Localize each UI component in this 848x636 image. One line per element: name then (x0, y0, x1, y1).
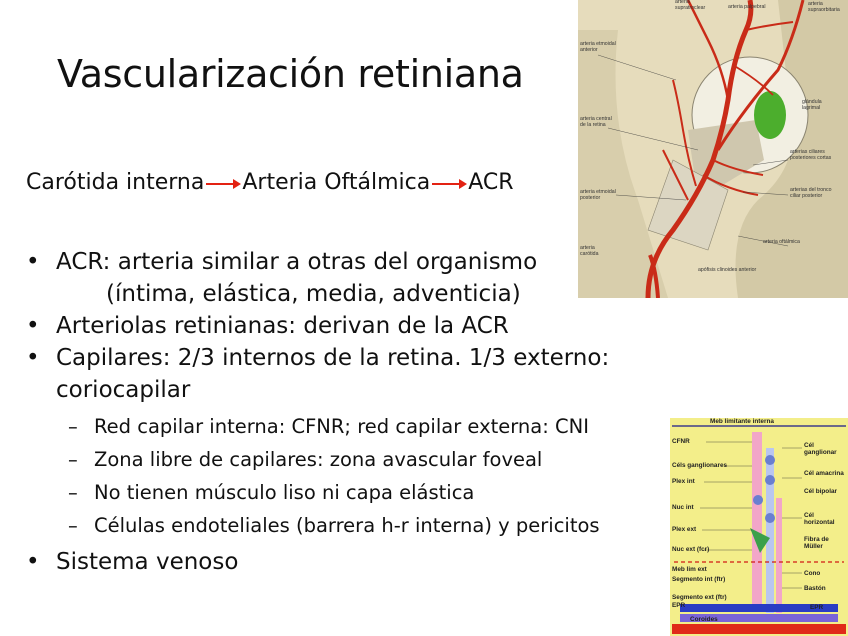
label-segmento-int: Segmento int (ftr) (672, 576, 726, 583)
label-supratroclear: arteria supratroclear (675, 0, 706, 11)
red-arrow-icon (431, 176, 467, 190)
flow-ophthalmic: Arteria Oftálmica (242, 170, 431, 195)
sub-bullet: – Red capilar interna: CFNR; red capilar externa: CNI (56, 410, 744, 443)
label-meb-limitante-interna: Meb limitante interna (710, 418, 774, 425)
sub-bullet: – Células endoteliales (barrera h-r interna) y pericitos (56, 509, 744, 542)
label-plex-int: Plex int (672, 478, 695, 485)
label-meb-lim-ext: Meb lim ext (672, 566, 707, 573)
label-cel-bipolar: Cél bipolar (804, 488, 838, 495)
bullet-venous-text: Sistema venoso (56, 549, 239, 575)
flow-acr: ACR (468, 170, 514, 195)
bullet-acr-line1: ACR: arteria similar a otras del organismo (56, 249, 538, 275)
label-cel-amacrina: Cél amacrina (804, 470, 844, 477)
bullet-capillaries (24, 342, 744, 542)
label-segmento-ext: Segmento ext (ftr) (672, 594, 727, 601)
bullet-capillaries-text: Capilares: 2/3 internos de la retina. 1/3 externo: coriocapilar (56, 345, 610, 403)
label-coroides: Coroides (690, 616, 718, 623)
label-celulas-ganglionares: Céls ganglionares (672, 462, 728, 469)
label-tronco-ciliar: arterias del tronco ciliar posterior (790, 187, 832, 199)
label-plex-ext: Plex ext (672, 526, 697, 533)
retina-layers-illustration (670, 418, 848, 636)
label-supraorbitaria: arteria supraorbitaria (808, 1, 840, 13)
label-epr-left: EPR (672, 602, 686, 609)
label-cono: Cono (804, 570, 821, 577)
label-epr-right: EPR (810, 604, 824, 611)
label-cel-ganglionar: Cél ganglionar (804, 442, 837, 456)
label-nuc-int: Nuc int (672, 504, 694, 511)
label-cel-horizontal: Cél horizontal (804, 512, 835, 526)
bullet-arterioles (24, 310, 744, 342)
bullet-arterioles-text: Arteriolas retinianas: derivan de la ACR (56, 313, 509, 339)
label-etmoidal-posterior: arteria etmoidal posterior (580, 189, 616, 201)
flow-carotid: Carótida interna (26, 170, 205, 195)
label-fibra-muller: Fibra de Müller (804, 536, 829, 550)
label-etmoidal-anterior: arteria etmoidal anterior (580, 41, 616, 53)
label-glandula-lagrimal: glándula lagrimal (802, 99, 822, 111)
red-arrow-icon (205, 176, 241, 190)
label-baston: Bastón (804, 585, 826, 592)
bullet-acr-line2: (íntima, elástica, media, adventicia) (106, 281, 521, 307)
label-apofisis: apófisis clinoides anterior (698, 267, 757, 273)
sub-bullet-list (56, 410, 744, 542)
sub-bullet: – No tienen músculo liso ni capa elástica (56, 476, 744, 509)
ophthalmic-artery-illustration (578, 0, 848, 298)
label-ciliares: arterias ciliares posteriores cortas (790, 149, 832, 161)
label-nuc-ext: Nuc ext (fcr) (672, 546, 710, 553)
label-palpebral: arteria palpebral (728, 4, 766, 10)
label-cfnr: CFNR (672, 438, 690, 445)
slide-title: Vascularización retiniana (57, 52, 524, 96)
artery-flow (26, 170, 514, 195)
bullet-venous (24, 546, 744, 578)
label-carotida: arteria carótida (580, 245, 599, 257)
label-oftalmica: arteria oftálmica (763, 239, 800, 245)
label-central-retina: arteria central de la retina (580, 116, 612, 128)
sub-bullet: – Zona libre de capilares: zona avascular foveal (56, 443, 744, 476)
